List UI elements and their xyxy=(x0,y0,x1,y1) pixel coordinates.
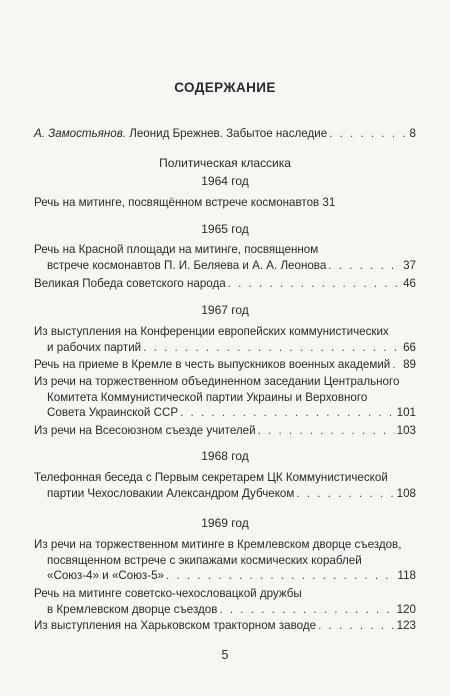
toc-entry xyxy=(34,195,416,211)
page-ref: 101 xyxy=(396,406,416,419)
entry-text: встрече космонавтов П. И. Беляева и А. А. Леонова xyxy=(47,258,327,272)
toc-entry xyxy=(34,586,416,617)
page-ref: 118 xyxy=(397,569,416,582)
page-ref: 89 xyxy=(403,358,416,371)
leader-dots xyxy=(143,340,401,356)
entry-text: Из выступления на Харьковском тракторном заводе xyxy=(34,619,317,632)
section-title: Политическая классика xyxy=(159,156,291,170)
entry-text: Совета Украинской ССР xyxy=(47,406,179,419)
year-heading-1964: 1964 год xyxy=(201,174,249,188)
entry-text: и рабочих партий xyxy=(47,340,142,354)
leader-dots xyxy=(328,258,401,274)
page-ref: 103 xyxy=(396,424,416,437)
leader-dots xyxy=(258,423,395,439)
leader-dots xyxy=(329,126,407,142)
page-ref: 123 xyxy=(396,619,416,632)
page-ref: 37 xyxy=(403,258,416,272)
toc-entry xyxy=(34,618,416,634)
intro-author: А. Замостьянов. xyxy=(34,127,126,140)
entry-text: Речь на митинге советско-чехословацкой дружбы xyxy=(34,587,302,600)
entry-text: Из речи на Всесоюзном съезде учителей xyxy=(34,424,256,437)
page-ref: 8 xyxy=(409,127,416,140)
leader-dots xyxy=(228,276,401,292)
intro-title: Леонид Брежнев. Забытое наследие xyxy=(125,127,328,140)
toc-entry xyxy=(34,374,416,421)
leader-dots xyxy=(318,618,395,634)
toc-entry xyxy=(34,242,416,273)
entry-text: посвященном встрече с экипажами космических кораблей xyxy=(47,553,362,567)
toc-entry xyxy=(34,470,416,501)
leader-dots xyxy=(180,405,395,421)
leader-dots xyxy=(166,568,396,584)
toc-entry xyxy=(34,537,416,584)
year-heading-1967: 1967 год xyxy=(201,303,249,317)
year-heading-1969: 1969 год xyxy=(201,516,249,530)
toc-entry xyxy=(34,324,416,355)
toc-entry xyxy=(34,357,416,373)
entry-text: «Союз-4» и «Союз-5» xyxy=(47,569,164,582)
year-heading-1965: 1965 год xyxy=(201,222,249,236)
page-ref: 46 xyxy=(403,277,416,290)
leader-dots xyxy=(392,357,401,373)
toc-heading: СОДЕРЖАНИЕ xyxy=(174,80,276,95)
entry-text: партии Чехословакии Александром Дубчеком xyxy=(47,486,295,500)
entry-text: Телефонная беседа с Первым секретарем ЦК Коммунистической xyxy=(34,471,388,484)
page-ref: 108 xyxy=(396,486,416,500)
entry-text: Комитета Коммунистической партии Украины и Верховного xyxy=(47,390,368,404)
year-heading-1968: 1968 год xyxy=(201,449,249,463)
entry-text: Речь на Красной площади на митинге, посвященном xyxy=(34,243,319,256)
entry-text: в Кремлевском дворце съездов xyxy=(47,602,218,616)
entry-text: Из выступления на Конференции европейских коммунистических xyxy=(34,325,389,338)
entry-text: Из речи на торжественном объединенном заседании Центрального xyxy=(34,375,400,388)
leader-dots xyxy=(219,602,394,618)
entry-text: Речь на митинге, посвящённом встрече космонавтов 31 xyxy=(34,196,336,209)
toc-entry-intro xyxy=(34,126,416,142)
entry-text: Великая Победа советского народа xyxy=(34,277,226,290)
page-ref: 66 xyxy=(403,340,416,354)
page-number: 5 xyxy=(221,648,229,662)
toc-entry xyxy=(34,423,416,439)
leader-dots xyxy=(296,486,394,502)
toc-entry xyxy=(34,276,416,292)
entry-text: Речь на приеме в Кремле в честь выпускников военных академий xyxy=(34,358,391,371)
page-ref: 120 xyxy=(396,602,416,616)
entry-text: Из речи на торжественном митинге в Кремлевском дворце съездов, xyxy=(34,538,402,551)
